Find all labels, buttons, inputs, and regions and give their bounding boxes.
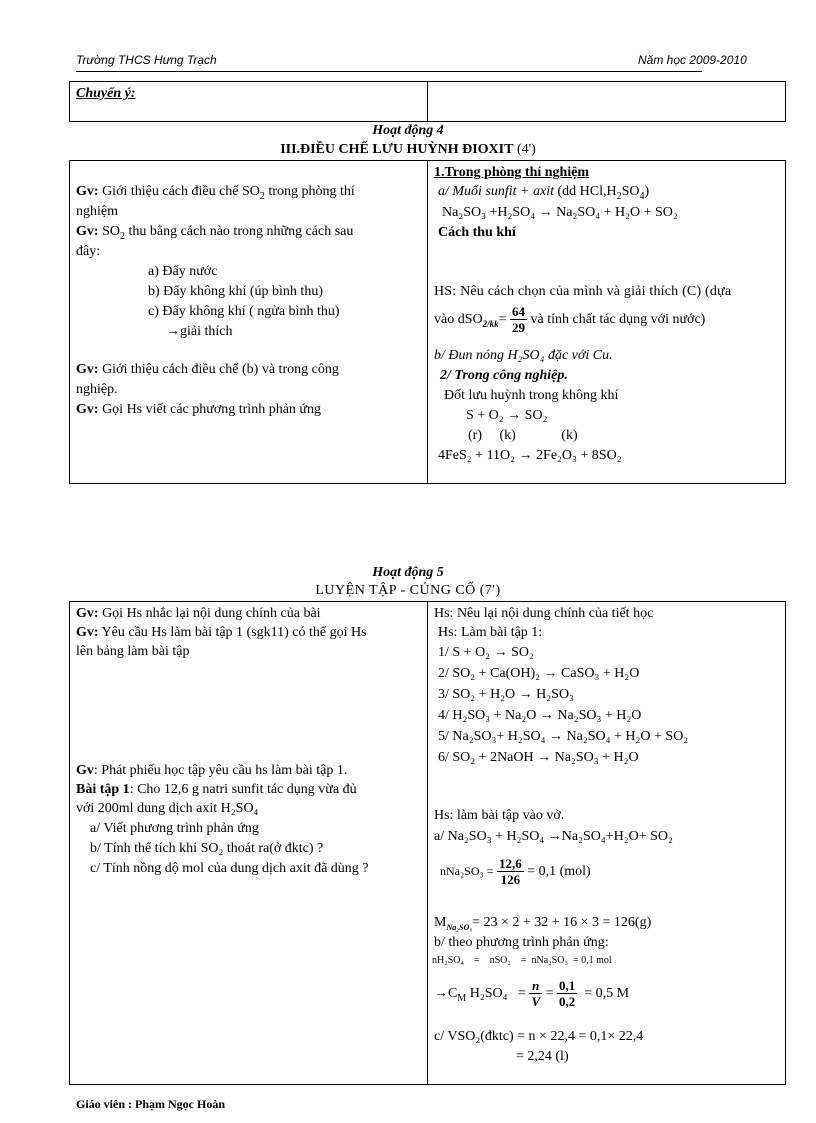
activity5-right-cell (427, 601, 786, 1085)
transition-right-cell (427, 81, 786, 122)
a5-answer-b: b/ theo phương trình phản ứng: (434, 935, 609, 950)
a4-gv1-line2: nghiệm (76, 204, 118, 219)
a4-gv2-line2: đây: (76, 244, 101, 259)
a5-mole-calc: nNa₂SO₃ = $\frac{12,6}{126}$ = 0,1 (mol) (440, 856, 591, 888)
a4-s1b: b/ Đun nóng H₂SO₄ đặc với Cu. (434, 348, 613, 363)
a4-ratio-fraction: $\frac{64}{29}$ (512, 304, 526, 336)
teacher-name: Giáo viên : Phạm Ngọc Hoàn (76, 1097, 225, 1111)
a4-eq1: Na₂SO₃ +H₂SO₄ → Na₂SO₄ + H₂O + SO₂ (442, 205, 678, 220)
a5-reaction-3: 3/ SO₂ + H₂O → H₂SO₃ (438, 687, 574, 702)
activity4-heading: Hoạt động 4 (372, 123, 444, 138)
a5-exercise: Bài tập 1: Cho 12,6 g natri sunfit tác dụng vừa đủ (76, 782, 357, 797)
a4-eq2: S + O₂ → SO₂ (466, 408, 548, 423)
a5-reaction-1: 1/ S + O₂ → SO₂ (438, 645, 534, 660)
a4-gv4: Gv: Gọi Hs viết các phương trình phản ứng (76, 402, 321, 417)
a4-eq3: 4FeS₂ + 11O₂ → 2Fe₂O₃ + 8SO₂ (438, 448, 622, 463)
a5-gv2: Gv: Yêu cầu Hs làm bài tập 1 (sgk11) có thể gọi Hs (76, 625, 367, 640)
a4-explain: →giải thích (166, 324, 233, 339)
a5-concentration: $\to C_M$ H₂SO₄ = $\frac{n}{V}$ = $\frac{0,1}{0,2}$ = 0,5 M (434, 978, 630, 1010)
a4-hs1: HS: Nêu cách chọn của mình và giải thích (C) (dựa (434, 284, 732, 299)
header-rule (76, 71, 702, 72)
activity5-title: LUYỆN TẬP - CỦNG CỐ (7') (315, 583, 501, 598)
a5-answer-a: a/ Na₂SO₃ + H₂SO₄ →Na₂SO₄+H₂O+ SO₂ (434, 829, 673, 844)
a5-reaction-5: 5/ Na₂SO₃+ H₂SO₄ → Na₂SO₄ + H₂O + SO₂ (438, 729, 689, 744)
a5-hs2: Hs: Làm bài tập 1: (438, 625, 543, 640)
a5-gv2-line2: lên bảng làm bài tập (76, 644, 190, 659)
a5-value-fraction: $\frac{0,1}{0,2}$ (559, 978, 576, 1010)
a5-hs1: Hs: Nêu lại nội dung chính của tiết học (434, 606, 654, 621)
transition-left-cell (69, 81, 428, 122)
a4-option-a: a) Đẩy nước (148, 264, 218, 279)
a5-gv1: Gv: Gọi Hs nhắc lại nội dung chính của bài (76, 606, 321, 621)
a5-mole-fraction: $\frac{12,6}{126}$ (498, 856, 522, 888)
a4-hs2: vào dSO$_{2/kk}$= $\frac{64}{29}$ và tính chất tác dụng với nước) (434, 304, 706, 336)
a5-question-c: c/ Tính nồng dộ mol của dung dịch axit đã dùng ? (90, 861, 369, 876)
school-name: Trường THCS Hưng Trạch (76, 53, 217, 67)
a5-question-b: b/ Tính thể tích khí SO₂ thoát ra(ở đktc) ? (90, 841, 324, 856)
activity5-left-cell (69, 601, 428, 1085)
a5-reaction-6: 6/ SO₂ + 2NaOH → Na₂SO₃ + H₂O (438, 750, 639, 765)
a4-section1: 1.Trong phòng thí nghiệm (434, 165, 590, 180)
a5-nv-fraction: $\frac{n}{V}$ (531, 978, 541, 1010)
activity4-right-cell (427, 160, 786, 484)
a4-gv3: Gv: Giới thiệu cách điều chế (b) và trong công (76, 362, 339, 377)
a5-gv3: Gv: Phát phiếu học tập yêu cầu hs làm bài tập 1. (76, 763, 348, 778)
a4-s2-text: Đốt lưu huỳnh trong không khí (444, 388, 619, 403)
a4-eq2-states: (r) (k) (k) (468, 428, 578, 443)
activity4-left-cell (69, 160, 428, 484)
a4-s1a: a/ Muối sunfit + axit (dd $HCl,H_2SO_4$) (438, 184, 650, 202)
a5-hs3: Hs: làm bài tập vào vở. (434, 808, 565, 823)
a5-molar-mass: $M_{Na_2SO_3}= 23 \times 2 + 32 + 16 \times 3 = 126(g)$ (434, 915, 652, 932)
a4-collect: Cách thu khí (438, 225, 516, 240)
a4-option-b: b) Đẩy không khí (úp bình thu) (148, 284, 323, 299)
a5-answer-c: c/ VSO₂(đktc) = n × 22,4 = 0,1× 22,4 (434, 1029, 644, 1044)
a5-reaction-2: 2/ SO₂ + Ca(OH)₂ → CaSO₃ + H₂O (438, 666, 640, 681)
transition-label: Chuyển ý: (76, 86, 136, 101)
a5-answer-c-result: = 2,24 (l) (516, 1049, 569, 1064)
a5-exercise-line2: với 200ml dung dịch axit H₂SO₄ (76, 801, 259, 816)
a4-gv3-line2: nghiệp. (76, 382, 118, 397)
a5-question-a: a/ Viết phương trình phản ứng (90, 821, 259, 836)
a4-option-c: c) Đẩy không khí ( ngửa bình thu) (148, 304, 340, 319)
a5-mole-equality: nH₂SO₄ = nSO₂ = nNa₂SO₃ = 0,1 mol (432, 955, 612, 966)
a4-section2: 2/ Trong công nghiệp. (440, 368, 568, 383)
activity4-title: III.ĐIỀU CHẾ LƯU HUỲNH ĐIOXIT (4') (280, 142, 536, 157)
a4-gv1: Gv: Giới thiệu cách điều chế $SO_2$ trong phòng thí (76, 184, 355, 202)
school-year: Năm học 2009-2010 (638, 53, 747, 67)
activity5-heading: Hoạt động 5 (372, 565, 444, 580)
a4-gv2: Gv: $SO_2$ thu bằng cách nào trong những cách sau (76, 224, 354, 242)
a5-reaction-4: 4/ H₂SO₃ + Na₂O → Na₂SO₃ + H₂O (438, 708, 642, 723)
